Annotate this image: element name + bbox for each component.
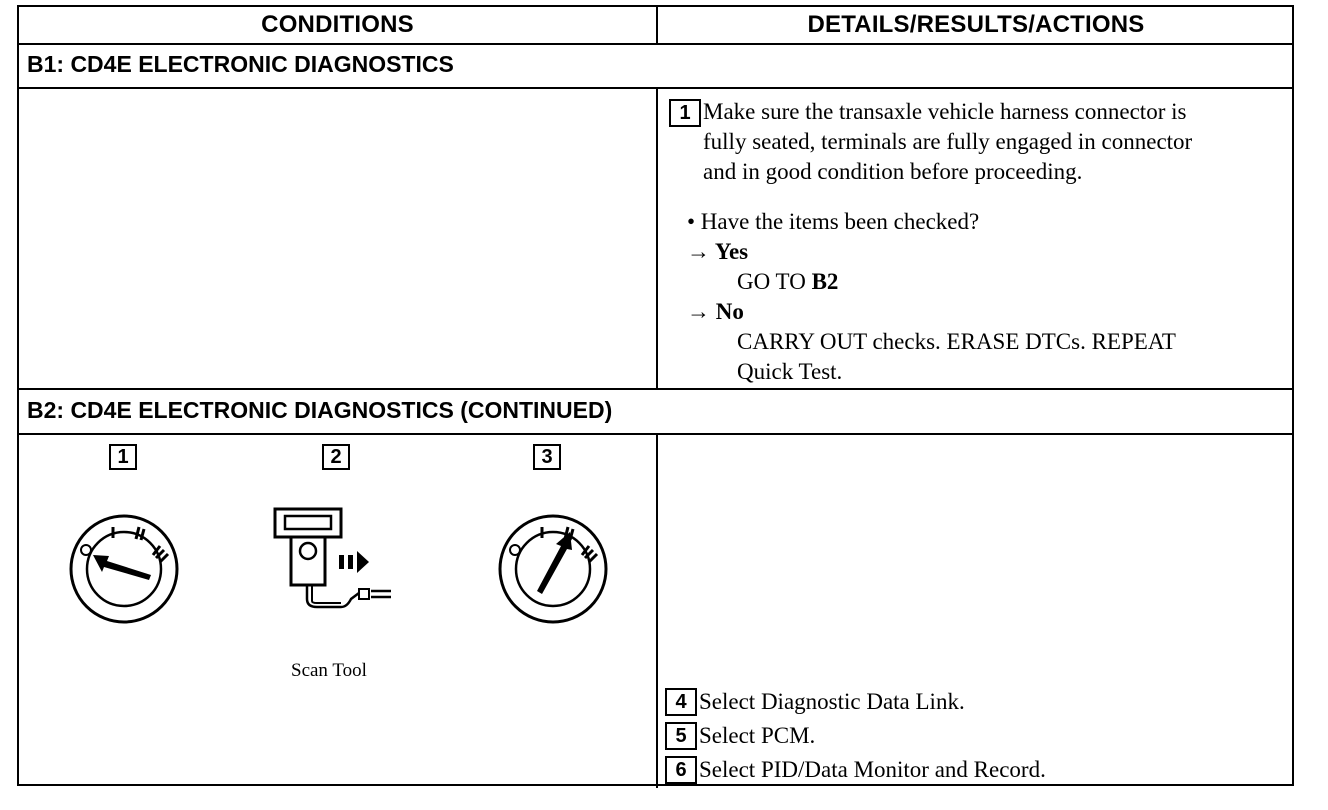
diagnostic-table <box>17 5 1294 786</box>
ignition-on-icon <box>496 512 611 627</box>
step-number-box: 4 <box>665 688 697 716</box>
step-text: Select PID/Data Monitor and Record. <box>699 757 1046 782</box>
conditions-header: CONDITIONS <box>261 11 414 38</box>
step-number-box: 5 <box>665 722 697 750</box>
b1-details <box>669 97 1289 387</box>
step-row <box>665 719 1046 753</box>
yes-label: → Yes <box>687 239 749 264</box>
step-text: Select Diagnostic Data Link. <box>699 689 965 714</box>
figure-label-2: 2 <box>322 444 350 470</box>
b2-title: B2: CD4E ELECTRONIC DIAGNOSTICS (CONTINUED) <box>27 397 613 423</box>
step-text: fully seated, terminals are fully engaged in connector <box>703 129 1193 154</box>
column-divider <box>656 7 658 45</box>
ignition-off-icon <box>67 512 182 627</box>
figure-label-3: 3 <box>533 444 561 470</box>
step-text: and in good condition before proceeding. <box>703 159 1083 184</box>
no-action: Quick Test. <box>737 359 843 384</box>
details-header: DETAILS/RESULTS/ACTIONS <box>807 11 1145 38</box>
step-number-box: 1 <box>669 99 701 127</box>
b2-steps <box>665 685 1046 787</box>
step-text: Select PCM. <box>699 723 816 748</box>
b1-title: B1: CD4E ELECTRONIC DIAGNOSTICS <box>27 51 454 77</box>
yes-target: B2 <box>811 269 839 294</box>
scan-tool-icon <box>271 507 401 617</box>
question-text: • Have the items been checked? <box>687 209 980 234</box>
step-row <box>665 753 1046 787</box>
yes-action: GO TO <box>737 269 812 294</box>
scan-tool-caption: Scan Tool <box>291 660 367 681</box>
figure-label-1: 1 <box>109 444 137 470</box>
column-divider <box>656 87 658 390</box>
step-number-box: 6 <box>665 756 697 784</box>
column-divider <box>656 433 658 788</box>
no-action: CARRY OUT checks. ERASE DTCs. REPEAT <box>737 329 1176 354</box>
no-label: → No <box>687 299 744 324</box>
step-row <box>665 685 1046 719</box>
step-text: Make sure the transaxle vehicle harness connector is <box>703 99 1187 124</box>
